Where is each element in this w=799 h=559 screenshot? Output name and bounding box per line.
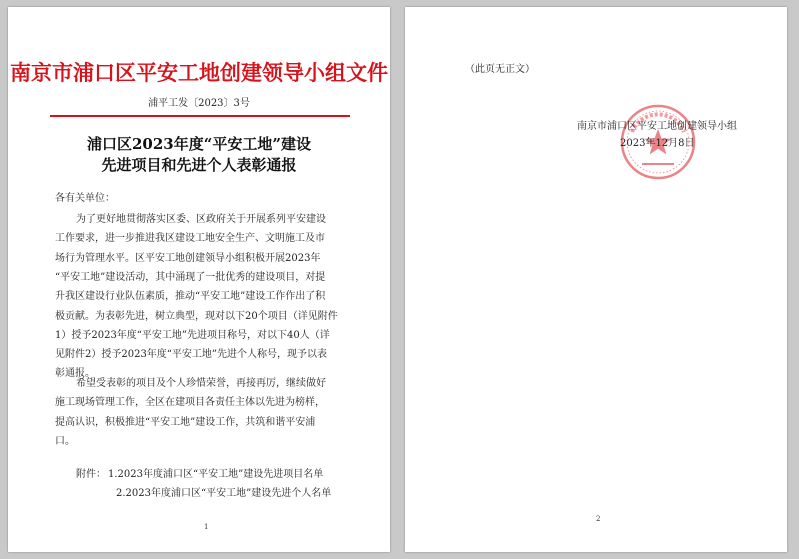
no-body-text-note: （此页无正文）	[465, 64, 535, 75]
paragraph-line: 口。	[55, 435, 75, 447]
paragraph-line: 希望受表彰的项目及个人珍惜荣誉，再接再厉，继续做好	[76, 378, 326, 389]
paragraph-line: 场行为管理水平。区平安工地创建领导小组积极开展2023年	[55, 252, 321, 264]
paragraph-line: 1）授予2023年度“平安工地”先进项目称号，对以下40人（详	[55, 329, 330, 341]
document-header-title: 南京市浦口区平安工地创建领导小组文件	[10, 60, 388, 85]
paragraph-line: 工作要求，进一步推进我区建设工地安全生产、文明施工及市	[55, 233, 325, 245]
document-title-line-1: 浦口区2023年度“平安工地”建设	[86, 135, 311, 153]
paragraph-line: 见附件2）授予2023年度“平安工地”先进个人称号，现予以表	[55, 349, 328, 361]
attachments-label: 附件：	[76, 469, 106, 480]
paragraph-line: 施工现场管理工作，全区在建项目各责任主体以先进为榜样，	[55, 397, 325, 409]
paragraph-line: 升我区建设行业队伍素质，推动“平安工地”建设工作作出了积	[55, 291, 326, 303]
paragraph-line: “平安工地”建设活动，其中涌现了一批优秀的建设项目，对提	[55, 271, 326, 283]
paragraph-line: 为了更好地贯彻落实区委、区政府关于开展系列平安建设	[76, 214, 326, 225]
document-page-2	[405, 7, 787, 552]
red-divider-line	[50, 115, 350, 117]
paragraph-line: 彰通报。	[55, 368, 95, 380]
signature-organization: 南京市浦口区平安工地创建领导小组	[577, 121, 737, 132]
page-number: 2	[596, 515, 601, 523]
paragraph-line: 提高认识，积极推进“平安工地”建设工作，共筑和谐平安浦	[55, 416, 316, 428]
document-number: 浦平工发〔2023〕3号	[148, 98, 250, 109]
salutation: 各有关单位：	[55, 193, 115, 204]
attachment-item-1: 1.2023年度浦口区“平安工地”建设先进项目名单	[108, 469, 324, 480]
document-title-line-2: 先进项目和先进个人表彰通报	[101, 156, 297, 174]
document-page-1	[8, 7, 390, 552]
signature-date: 2023年12月8日	[620, 138, 695, 149]
page-number: 1	[204, 523, 209, 531]
paragraph-line: 极贡献。为表彰先进，树立典型，现对以下20个项目（详见附件	[55, 310, 338, 322]
attachment-item-2: 2.2023年度浦口区“平安工地”建设先进个人名单	[116, 488, 332, 499]
